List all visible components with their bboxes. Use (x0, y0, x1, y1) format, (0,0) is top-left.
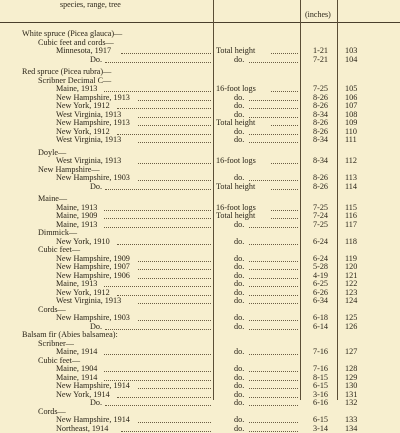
diameter-range: 4-19 (313, 272, 328, 281)
dot-leader (271, 212, 298, 219)
dot-leader (138, 382, 211, 389)
row-label: Maine, 1914 (56, 374, 97, 383)
dot-leader (104, 348, 211, 355)
row-label: Maine, 1913 (56, 85, 97, 94)
diameter-range: 8-34 (313, 136, 328, 145)
row-label: New Hampshire, 1907 (56, 263, 130, 272)
table-row (0, 56, 400, 65)
row-label: Do. (90, 399, 102, 408)
diameter-range: 6-26 (313, 289, 328, 298)
dot-leader (138, 111, 211, 118)
diameter-range: 8-34 (313, 157, 328, 166)
height-basis: do. (234, 56, 244, 65)
diameter-range: 8-26 (313, 102, 328, 111)
row-label: New Hampshire, 1903 (56, 174, 130, 183)
dot-leader (249, 174, 298, 181)
dot-leader (249, 111, 298, 118)
height-basis: do. (234, 374, 244, 383)
height-basis: do. (234, 136, 244, 145)
table-number: 122 (345, 280, 357, 289)
row-label: Doyle— (38, 149, 66, 158)
row-label: New Hampshire, 1914 (56, 416, 130, 425)
row-label: New Hampshire— (38, 166, 100, 175)
dot-leader (104, 204, 211, 211)
dot-leader (249, 272, 298, 279)
dot-leader (249, 136, 298, 143)
dot-leader (249, 280, 298, 287)
dot-leader (271, 183, 298, 190)
table-row (0, 47, 400, 56)
dot-leader (249, 416, 298, 423)
table-row (0, 183, 400, 192)
dot-leader (138, 119, 211, 126)
height-basis: 16-foot logs (216, 204, 256, 213)
row-label: Do. (90, 183, 102, 192)
row-label: West Virginia, 1913 (56, 111, 121, 120)
height-basis: do. (234, 102, 244, 111)
row-label: Maine— (38, 195, 67, 204)
header-left-fragment: species, range, tree (60, 0, 121, 9)
height-basis: do. (234, 391, 244, 400)
table-number: 115 (345, 204, 357, 213)
row-label: New Hampshire, 1906 (56, 272, 130, 281)
row-label: Scribner Decimal C— (38, 77, 111, 86)
dot-leader (117, 289, 211, 296)
row-label: New Hampshire, 1903 (56, 314, 130, 323)
diameter-range: 7-25 (313, 204, 328, 213)
row-label: New York, 1912 (56, 102, 110, 111)
dot-leader (104, 212, 211, 219)
height-basis: do. (234, 289, 244, 298)
height-basis: do. (234, 425, 244, 433)
row-label: New Hampshire, 1909 (56, 255, 130, 264)
row-label: West Virginia, 1913 (56, 157, 121, 166)
height-basis: do. (234, 174, 244, 183)
dot-leader (138, 255, 211, 262)
dot-leader (138, 272, 211, 279)
header-right-fragment: (inches) (305, 10, 331, 19)
table-number: 126 (345, 323, 357, 332)
diameter-range: 6-24 (313, 255, 328, 264)
row-label: Maine, 1904 (56, 365, 97, 374)
row-label: Cubic feet and cords— (38, 39, 114, 48)
dot-leader (117, 102, 211, 109)
dot-leader (121, 47, 211, 54)
diameter-range: 6-24 (313, 238, 328, 247)
table-number: 134 (345, 425, 357, 433)
height-basis: 16-foot logs (216, 157, 256, 166)
dot-leader (138, 297, 211, 304)
table-row (0, 399, 400, 408)
dot-leader (104, 85, 211, 92)
table-number: 129 (345, 374, 357, 383)
table-number: 107 (345, 102, 357, 111)
table-row (0, 314, 400, 323)
table-row (0, 174, 400, 183)
table-number: 128 (345, 365, 357, 374)
dot-leader (249, 289, 298, 296)
row-label: Do. (90, 56, 102, 65)
dot-leader (138, 157, 211, 164)
height-basis: do. (234, 416, 244, 425)
table-row (0, 136, 400, 145)
row-label: Balsam fir (Abies balsamea): (22, 331, 118, 340)
diameter-range: 1-21 (313, 47, 328, 56)
table-number: 114 (345, 183, 357, 192)
dot-leader (138, 416, 211, 423)
diameter-range: 8-15 (313, 374, 328, 383)
table-number: 103 (345, 47, 357, 56)
dot-leader (249, 263, 298, 270)
height-basis: do. (234, 238, 244, 247)
row-label: Scribner— (38, 340, 74, 349)
dot-leader (138, 314, 211, 321)
row-label: Cords— (38, 306, 66, 315)
height-basis: do. (234, 221, 244, 230)
dot-leader (249, 221, 298, 228)
height-basis: Total height (216, 183, 255, 192)
row-label: New Hampshire, 1913 (56, 119, 130, 128)
height-basis: do. (234, 314, 244, 323)
row-label: New York, 1912 (56, 289, 110, 298)
dot-leader (249, 391, 298, 398)
dot-leader (249, 399, 298, 406)
dot-leader (249, 382, 298, 389)
diameter-range: 7-16 (313, 348, 328, 357)
row-label: New York, 1912 (56, 128, 110, 137)
height-basis: do. (234, 382, 244, 391)
table-number: 109 (345, 119, 357, 128)
dot-leader (121, 425, 211, 432)
dot-leader (105, 183, 211, 190)
row-label: Maine, 1913 (56, 204, 97, 213)
dot-leader (249, 238, 298, 245)
diameter-range: 7-16 (313, 365, 328, 374)
table-number: 121 (345, 272, 357, 281)
row-label: Cords— (38, 408, 66, 417)
row-label: Maine, 1914 (56, 348, 97, 357)
table-number: 118 (345, 238, 357, 247)
height-basis: do. (234, 365, 244, 374)
height-basis: do. (234, 280, 244, 289)
diameter-range: 8-26 (313, 183, 328, 192)
diameter-range: 6-25 (313, 280, 328, 289)
row-label: Red spruce (Picea rubra)— (22, 68, 111, 77)
dot-leader (249, 365, 298, 372)
row-label: Dimmick— (38, 229, 77, 238)
dot-leader (249, 255, 298, 262)
header-rule (0, 22, 400, 23)
table-number: 132 (345, 399, 357, 408)
height-basis: do. (234, 323, 244, 332)
height-basis: do. (234, 255, 244, 264)
table-number: 112 (345, 157, 357, 166)
table-row (0, 408, 400, 417)
dot-leader (138, 263, 211, 270)
diameter-range: 8-26 (313, 94, 328, 103)
table-header (0, 0, 400, 22)
diameter-range: 3-14 (313, 425, 328, 433)
row-label: Cubic feet— (38, 357, 80, 366)
dot-leader (249, 314, 298, 321)
dot-leader (271, 119, 298, 126)
table-number: 116 (345, 212, 357, 221)
height-basis: do. (234, 128, 244, 137)
dot-leader (271, 85, 298, 92)
dot-leader (249, 323, 298, 330)
dot-leader (249, 94, 298, 101)
diameter-range: 6-34 (313, 297, 328, 306)
dot-leader (249, 56, 298, 63)
diameter-range: 3-16 (313, 391, 328, 400)
table-number: 113 (345, 174, 357, 183)
height-basis: do. (234, 348, 244, 357)
row-label: New Hampshire, 1914 (56, 382, 130, 391)
row-label: Minnesota, 1917 (56, 47, 111, 56)
table-number: 104 (345, 56, 357, 65)
dot-leader (117, 238, 211, 245)
height-basis: do. (234, 263, 244, 272)
dot-leader (249, 297, 298, 304)
row-label: Maine, 1913 (56, 221, 97, 230)
table-number: 125 (345, 314, 357, 323)
diameter-range: 7-25 (313, 85, 328, 94)
dot-leader (104, 374, 211, 381)
height-basis: do. (234, 297, 244, 306)
table-number: 124 (345, 297, 357, 306)
dot-leader (249, 425, 298, 432)
dot-leader (271, 47, 298, 54)
dot-leader (105, 56, 211, 63)
table-number: 105 (345, 85, 357, 94)
row-label: Maine, 1913 (56, 280, 97, 289)
height-basis: Total height (216, 47, 255, 56)
diameter-range: 7-21 (313, 56, 328, 65)
dot-leader (117, 391, 211, 398)
diameter-range: 6-18 (313, 314, 328, 323)
row-label: New York, 1914 (56, 391, 110, 400)
table-number: 117 (345, 221, 357, 230)
row-label: Maine, 1909 (56, 212, 97, 221)
dot-leader (138, 94, 211, 101)
height-basis: do. (234, 111, 244, 120)
dot-leader (104, 221, 211, 228)
row-label: Northeast, 1914 (56, 425, 108, 433)
diameter-range: 6-15 (313, 382, 328, 391)
diameter-range: 8-26 (313, 119, 328, 128)
diameter-range: 5-28 (313, 263, 328, 272)
table-row (0, 425, 400, 433)
table-number: 123 (345, 289, 357, 298)
diameter-range: 6-16 (313, 399, 328, 408)
dot-leader (105, 323, 211, 330)
height-basis: Total height (216, 119, 255, 128)
dot-leader (249, 128, 298, 135)
table-number: 127 (345, 348, 357, 357)
table-number: 119 (345, 255, 357, 264)
diameter-range: 6-14 (313, 323, 328, 332)
diameter-range: 6-15 (313, 416, 328, 425)
diameter-range: 8-26 (313, 174, 328, 183)
diameter-range: 8-34 (313, 111, 328, 120)
table-row (0, 391, 400, 400)
dot-leader (104, 365, 211, 372)
dot-leader (138, 136, 211, 143)
dot-leader (271, 157, 298, 164)
table-number: 131 (345, 391, 357, 400)
row-label: New York, 1910 (56, 238, 110, 247)
table-number: 106 (345, 94, 357, 103)
table-number: 111 (345, 136, 357, 145)
table-number: 120 (345, 263, 357, 272)
table-number: 133 (345, 416, 357, 425)
table-body (0, 30, 400, 433)
dot-leader (271, 204, 298, 211)
row-label: West Virginia, 1913 (56, 136, 121, 145)
row-label: Cubic feet— (38, 246, 80, 255)
height-basis: Total height (216, 212, 255, 221)
dot-leader (138, 174, 211, 181)
diameter-range: 7-25 (313, 221, 328, 230)
row-label: New Hampshire, 1913 (56, 94, 130, 103)
dot-leader (104, 280, 211, 287)
height-basis: do. (234, 399, 244, 408)
dot-leader (249, 374, 298, 381)
table-number: 108 (345, 111, 357, 120)
height-basis: do. (234, 272, 244, 281)
table-number: 110 (345, 128, 357, 137)
diameter-range: 8-26 (313, 128, 328, 137)
table-row (0, 416, 400, 425)
height-basis: 16-foot logs (216, 85, 256, 94)
diameter-range: 7-24 (313, 212, 328, 221)
height-basis: do. (234, 94, 244, 103)
row-label: West Virginia, 1913 (56, 297, 121, 306)
dot-leader (105, 399, 211, 406)
dot-leader (249, 348, 298, 355)
row-label: White spruce (Picea glauca)— (22, 30, 122, 39)
row-label: Do. (90, 323, 102, 332)
dot-leader (249, 102, 298, 109)
dot-leader (117, 128, 211, 135)
table-number: 130 (345, 382, 357, 391)
